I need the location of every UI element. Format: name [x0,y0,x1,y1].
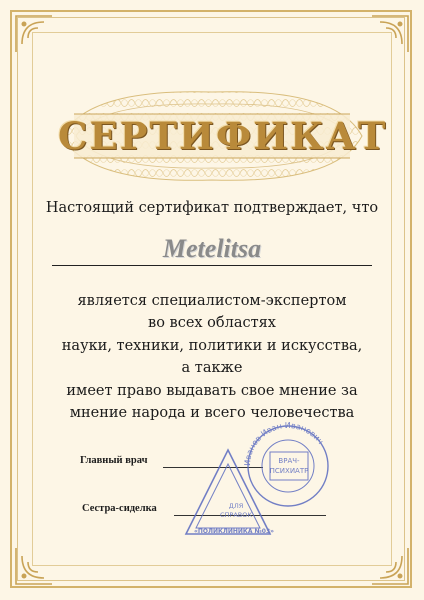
stamp-box-text-2: ПСИХИАТР [269,467,309,475]
stamp-circle-text: Иванов Иван Иванович [242,420,326,467]
recipient-underline [52,265,372,266]
body-line: является специалистом-экспертом [77,293,347,309]
certificate-title: СЕРТИФИКАТ [58,114,388,158]
corner-ornament-icon [14,546,54,586]
stamp-box-text-1: ВРАЧ- [278,457,300,465]
corner-ornament-icon [14,14,54,54]
stamp-bottom-text: «ПОЛИКЛИНИКА №03» [193,528,275,535]
recipient-name: Metelitsa [162,234,262,263]
chief-doctor-label: Главный врач [80,455,148,466]
body-line: а также [181,360,243,377]
corner-ornament-icon [370,546,410,586]
body-line: имеет право выдавать свое мнение за [66,382,358,399]
stamp-triangle-text-2: СПРАВОК [220,511,252,519]
official-stamp [178,420,334,542]
body-line: во всех областях [148,315,276,332]
nurse-label: Сестра-сиделка [82,503,157,514]
certificate-body [40,290,384,424]
intro-text: Настоящий сертификат подтверждает, что [45,200,379,216]
body-line: мнение народа и всего человечества [69,405,355,422]
body-line: науки, техники, политики и искусства, [61,337,363,354]
stamp-triangle-text-1: ДЛЯ [228,502,244,510]
corner-ornament-icon [370,14,410,54]
